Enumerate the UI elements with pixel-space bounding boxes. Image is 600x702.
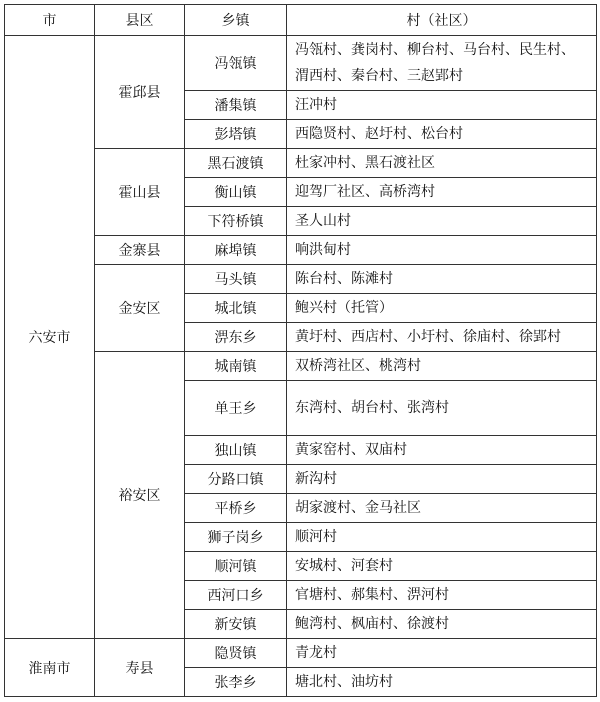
village-cell: 陈台村、陈滩村 bbox=[287, 265, 597, 294]
village-cell: 新沟村 bbox=[287, 465, 597, 494]
header-village: 村（社区） bbox=[287, 5, 597, 36]
village-cell: 鲍兴村（托管） bbox=[287, 294, 597, 323]
town-cell: 冯瓴镇 bbox=[185, 36, 287, 91]
village-cell: 响洪甸村 bbox=[287, 236, 597, 265]
village-cell: 冯瓴村、龚岗村、柳台村、马台村、民生村、渭西村、秦台村、三赵郢村 bbox=[287, 36, 597, 91]
county-cell: 裕安区 bbox=[95, 352, 185, 639]
town-cell: 彭塔镇 bbox=[185, 120, 287, 149]
village-cell: 迎驾厂社区、高桥湾村 bbox=[287, 178, 597, 207]
district-table bbox=[4, 4, 597, 697]
town-cell: 城北镇 bbox=[185, 294, 287, 323]
county-cell: 金寨县 bbox=[95, 236, 185, 265]
county-cell: 金安区 bbox=[95, 265, 185, 352]
table-row bbox=[5, 639, 597, 668]
village-cell: 胡家渡村、金马社区 bbox=[287, 494, 597, 523]
town-cell: 潘集镇 bbox=[185, 91, 287, 120]
header-town: 乡镇 bbox=[185, 5, 287, 36]
town-cell: 下符桥镇 bbox=[185, 207, 287, 236]
town-cell: 麻埠镇 bbox=[185, 236, 287, 265]
header-row bbox=[5, 5, 597, 36]
county-cell: 霍邱县 bbox=[95, 36, 185, 149]
city-cell: 淮南市 bbox=[5, 639, 95, 697]
village-cell: 圣人山村 bbox=[287, 207, 597, 236]
town-cell: 马头镇 bbox=[185, 265, 287, 294]
village-cell: 黄圩村、西店村、小圩村、徐庙村、徐郢村 bbox=[287, 323, 597, 352]
town-cell: 狮子岗乡 bbox=[185, 523, 287, 552]
village-cell: 双桥湾社区、桃湾村 bbox=[287, 352, 597, 381]
town-cell: 淠东乡 bbox=[185, 323, 287, 352]
town-cell: 平桥乡 bbox=[185, 494, 287, 523]
village-cell: 安城村、河套村 bbox=[287, 552, 597, 581]
header-county: 县区 bbox=[95, 5, 185, 36]
town-cell: 新安镇 bbox=[185, 610, 287, 639]
table-body bbox=[5, 36, 597, 697]
header-city: 市 bbox=[5, 5, 95, 36]
town-cell: 单王乡 bbox=[185, 381, 287, 436]
town-cell: 独山镇 bbox=[185, 436, 287, 465]
town-cell: 衡山镇 bbox=[185, 178, 287, 207]
village-cell: 官塘村、郝集村、淠河村 bbox=[287, 581, 597, 610]
town-cell: 隐贤镇 bbox=[185, 639, 287, 668]
town-cell: 黑石渡镇 bbox=[185, 149, 287, 178]
village-cell: 汪冲村 bbox=[287, 91, 597, 120]
town-cell: 顺河镇 bbox=[185, 552, 287, 581]
county-cell: 霍山县 bbox=[95, 149, 185, 236]
town-cell: 城南镇 bbox=[185, 352, 287, 381]
town-cell: 分路口镇 bbox=[185, 465, 287, 494]
town-cell: 西河口乡 bbox=[185, 581, 287, 610]
village-cell: 东湾村、胡台村、张湾村 bbox=[287, 381, 597, 436]
town-cell: 张李乡 bbox=[185, 668, 287, 697]
village-cell: 杜家冲村、黑石渡社区 bbox=[287, 149, 597, 178]
village-cell: 鲍湾村、枫庙村、徐渡村 bbox=[287, 610, 597, 639]
village-cell: 西隐贤村、赵圩村、松台村 bbox=[287, 120, 597, 149]
village-cell: 黄家窑村、双庙村 bbox=[287, 436, 597, 465]
village-cell: 顺河村 bbox=[287, 523, 597, 552]
table-row bbox=[5, 36, 597, 91]
village-cell: 青龙村 bbox=[287, 639, 597, 668]
city-cell: 六安市 bbox=[5, 36, 95, 639]
village-cell: 塘北村、油坊村 bbox=[287, 668, 597, 697]
county-cell: 寿县 bbox=[95, 639, 185, 697]
